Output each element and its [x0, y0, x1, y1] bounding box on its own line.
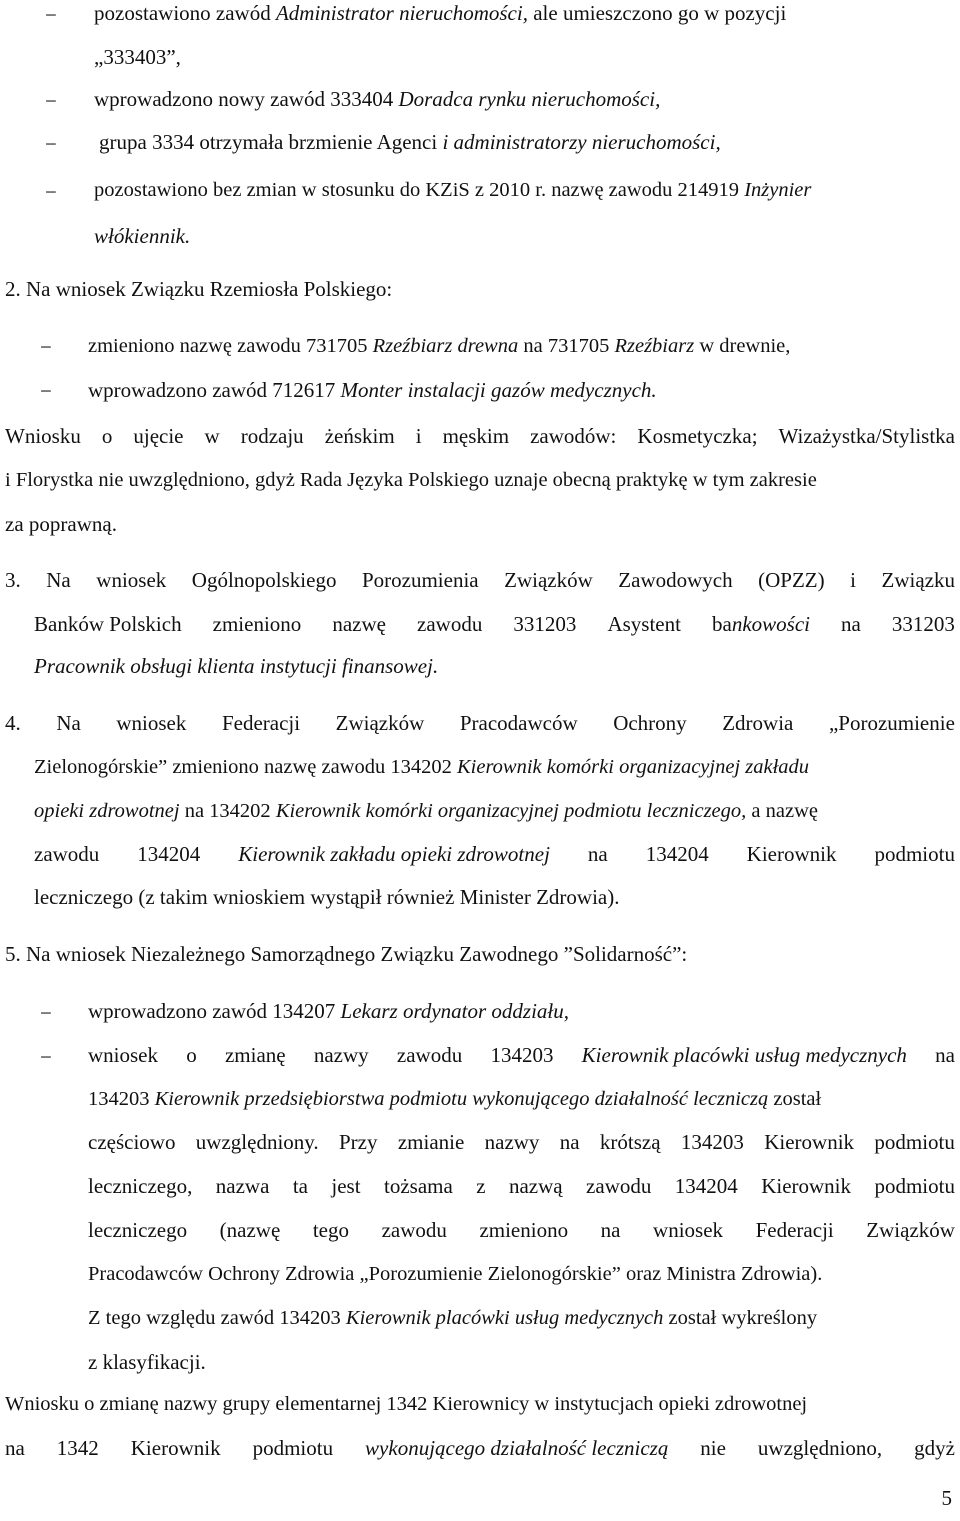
- paragraph-line: i Florystka nie uwzględniono, gdyż Rada Języka Polskiego uznaje obecną praktykę w tym zakresie: [5, 469, 817, 491]
- list-item-line: wprowadzono zawód 134207 Lekarz ordynator oddziału,: [88, 999, 570, 1023]
- paragraph-line: leczniczego (z takim wnioskiem wystąpił również Minister Zdrowia).: [34, 885, 620, 909]
- list-item-line: leczniczego (nazwę tego zawodu zmieniono na wniosek Federacji Związków: [88, 1218, 955, 1242]
- paragraph-line: Banków Polskich zmieniono nazwę zawodu 331203 Asystent bankowości na 331203: [34, 612, 955, 636]
- paragraph-line: 4. Na wniosek Federacji Związków Pracodawców Ochrony Zdrowia „Porozumienie: [5, 711, 955, 735]
- paragraph-line: Wniosku o zmianę nazwy grupy elementarnej 1342 Kierownicy w instytucjach opieki zdrowotnej: [5, 1393, 808, 1415]
- list-dash: −: [45, 3, 57, 27]
- paragraph-line: 3. Na wniosek Ogólnopolskiego Porozumienia Związków Zawodowych (OPZZ) i Związku: [5, 568, 955, 592]
- list-item-line: pozostawiono bez zmian w stosunku do KZiS z 2010 r. nazwę zawodu 214919 Inżynier: [94, 179, 812, 201]
- list-item-line: wprowadzono nowy zawód 333404 Doradca rynku nieruchomości,: [94, 87, 661, 111]
- list-item-line: wniosek o zmianę nazwy zawodu 134203 Kierownik placówki usług medycznych na: [88, 1043, 955, 1067]
- list-item-line: „333403”,: [94, 45, 181, 69]
- paragraph-line: Wniosku o ujęcie w rodzaju żeńskim i męskim zawodów: Kosmetyczka; Wizażystka/Stylistka: [5, 424, 955, 448]
- page-number: 5: [941, 1486, 952, 1510]
- list-dash: −: [40, 1045, 52, 1069]
- list-dash: −: [45, 89, 57, 113]
- list-item-line: pozostawiono zawód Administrator nieruchomości, ale umieszczono go w pozycji: [94, 1, 787, 25]
- paragraph-line: na 1342 Kierownik podmiotu wykonującego działalność leczniczą nie uwzględniono, gdyż: [5, 1436, 955, 1460]
- list-dash: −: [40, 1001, 52, 1025]
- list-item-line: wprowadzono zawód 712617 Monter instalacji gazów medycznych.: [88, 378, 657, 402]
- list-dash: −: [45, 180, 57, 204]
- paragraph-line: opieki zdrowotnej na 134202 Kierownik komórki organizacyjnej podmiotu leczniczego, a nazwę: [34, 800, 818, 822]
- list-dash: −: [45, 132, 57, 156]
- paragraph-line: Pracownik obsługi klienta instytucji finansowej.: [34, 654, 439, 678]
- list-item-line: włókiennik.: [94, 224, 191, 248]
- list-dash: −: [40, 379, 52, 403]
- list-item-line: Pracodawców Ochrony Zdrowia „Porozumienie Zielonogórskie” oraz Ministra Zdrowia).: [88, 1263, 823, 1285]
- list-item-line: z klasyfikacji.: [88, 1350, 206, 1374]
- list-item-line: 134203 Kierownik przedsiębiorstwa podmiotu wykonującego działalność leczniczą został: [88, 1088, 822, 1110]
- list-item-line: częściowo uwzględniony. Przy zmianie nazwy na krótszą 134203 Kierownik podmiotu: [88, 1130, 955, 1154]
- paragraph-line: zawodu 134204 Kierownik zakładu opieki zdrowotnej na 134204 Kierownik podmiotu: [34, 842, 955, 866]
- paragraph-line: Zielonogórskie” zmieniono nazwę zawodu 134202 Kierownik komórki organizacyjnej zakładu: [34, 756, 810, 778]
- section-heading: 5. Na wniosek Niezależnego Samorządnego Związku Zawodnego ”Solidarność”:: [5, 942, 688, 966]
- list-item-line: zmieniono nazwę zawodu 731705 Rzeźbiarz drewna na 731705 Rzeźbiarz w drewnie,: [88, 335, 791, 357]
- list-item-line: grupa 3334 otrzymała brzmienie Agenci i administratorzy nieruchomości,: [99, 130, 721, 154]
- list-item-line: leczniczego, nazwa ta jest tożsama z nazwą zawodu 134204 Kierownik podmiotu: [88, 1174, 955, 1198]
- list-dash: −: [40, 335, 52, 359]
- section-heading: 2. Na wniosek Związku Rzemiosła Polskiego:: [5, 277, 393, 301]
- list-item-line: Z tego względu zawód 134203 Kierownik placówki usług medycznych został wykreślony: [88, 1307, 818, 1329]
- paragraph-line: za poprawną.: [5, 512, 117, 536]
